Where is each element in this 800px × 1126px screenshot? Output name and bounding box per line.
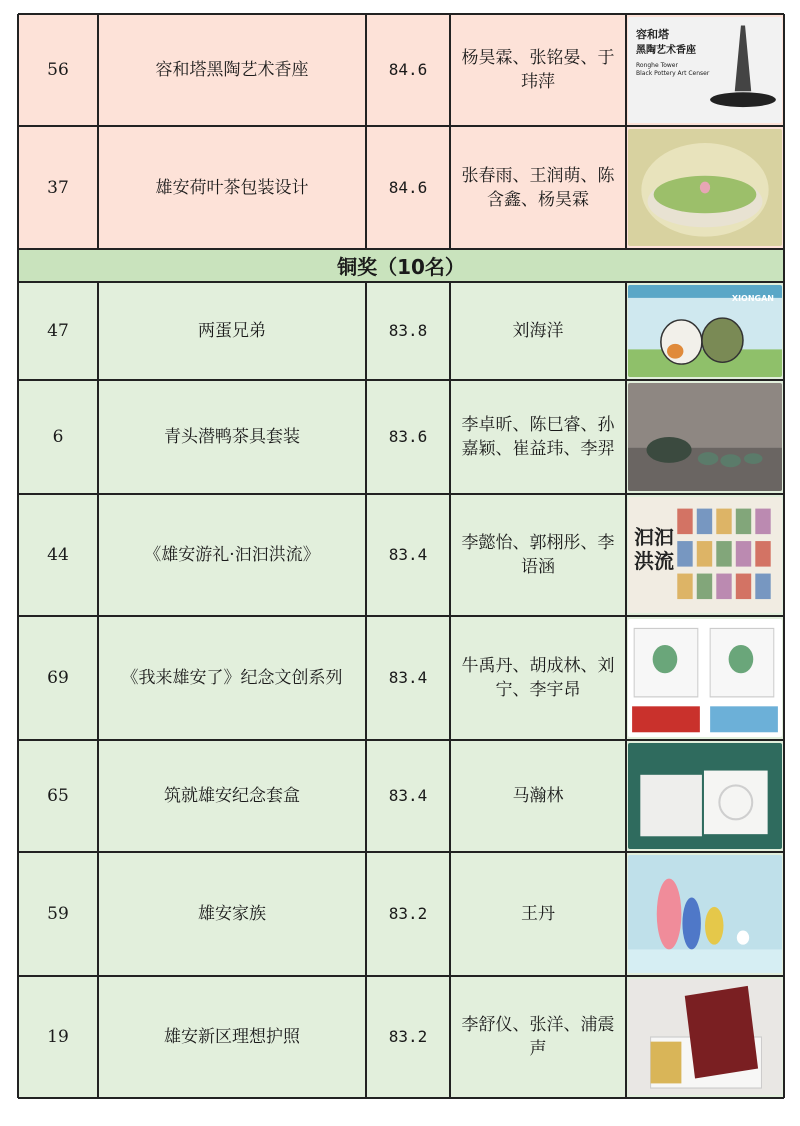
entry-authors: 王丹 xyxy=(521,904,555,924)
table-row xyxy=(18,616,784,740)
grid-line xyxy=(365,282,367,1098)
grid-line xyxy=(625,282,627,1098)
grid-line xyxy=(17,249,19,282)
thumb-label: Ronghe Tower xyxy=(636,62,678,69)
table-row xyxy=(18,852,784,976)
grid-line xyxy=(18,615,784,617)
entry-score: 83.2 xyxy=(388,904,428,923)
entry-image-cell xyxy=(626,380,784,494)
entry-image-cell xyxy=(626,282,784,380)
entry-name: 《我来雄安了》纪念文创系列 xyxy=(121,668,343,688)
grid-line xyxy=(783,249,785,282)
postcard-series-image xyxy=(628,619,782,737)
table-row xyxy=(18,14,784,126)
entry-name: 两蛋兄弟 xyxy=(198,321,266,341)
grid-line xyxy=(625,14,627,249)
grid-line xyxy=(18,739,784,741)
grid-line xyxy=(18,1097,784,1099)
passport-box-image xyxy=(628,979,782,1095)
entry-name: 《雄安游礼·汩汩洪流》 xyxy=(144,545,320,565)
entry-id: 65 xyxy=(47,786,69,806)
section-header-bronze: 铜奖（10名） xyxy=(18,249,784,282)
thumb-label: Black Pottery Art Censer xyxy=(636,70,710,77)
entry-score: 83.4 xyxy=(388,786,428,805)
grid-line xyxy=(449,14,451,249)
entry-id: 69 xyxy=(47,668,69,688)
entry-score: 84.6 xyxy=(388,177,428,197)
grid-line xyxy=(18,379,784,381)
incense-holder-image xyxy=(628,17,782,123)
entry-name: 雄安家族 xyxy=(198,904,266,924)
entry-image-cell xyxy=(626,494,784,616)
entry-name: 青头潜鸭茶具套装 xyxy=(164,427,300,447)
entry-id: 47 xyxy=(47,321,69,341)
grid-line xyxy=(18,248,784,250)
thumb-label: 黑陶艺术香座 xyxy=(636,45,696,56)
entry-name: 筑就雄安纪念套盒 xyxy=(164,786,300,806)
cartoon-eggs-image xyxy=(628,285,782,377)
awards-table xyxy=(18,14,784,1098)
entry-authors: 李卓昕、陈巳睿、孙嘉颖、崔益玮、李羿 xyxy=(461,415,615,459)
grid-line xyxy=(18,125,784,127)
entry-authors: 刘海洋 xyxy=(512,321,564,341)
thumb-label: XIONGAN xyxy=(731,294,774,303)
thumb-label: 汩汩 洪流 xyxy=(634,525,674,573)
entry-score: 83.8 xyxy=(388,321,428,340)
grid-line xyxy=(18,851,784,853)
entry-authors: 杨昊霖、张铭晏、于玮萍 xyxy=(461,48,615,92)
entry-authors: 李舒仪、张洋、浦震声 xyxy=(461,1015,615,1059)
gift-box-image xyxy=(628,743,782,849)
grid-line xyxy=(18,493,784,495)
entry-name: 雄安新区理想护照 xyxy=(164,1027,300,1047)
stamp-sheet-image xyxy=(628,497,782,613)
table-row xyxy=(18,282,784,380)
entry-id: 37 xyxy=(47,177,69,198)
entry-authors: 牛禹丹、胡成林、刘宁、李宇昂 xyxy=(461,656,615,700)
entry-name: 雄安荷叶茶包装设计 xyxy=(155,177,309,198)
entry-score: 84.6 xyxy=(388,60,428,79)
entry-score: 83.6 xyxy=(388,427,428,446)
thumb-label: 容和塔 xyxy=(636,28,669,41)
entry-score: 83.2 xyxy=(388,1027,428,1046)
lotus-tea-box-image xyxy=(628,129,782,246)
grid-line xyxy=(97,14,99,249)
entry-id: 19 xyxy=(47,1027,69,1047)
grid-line xyxy=(17,14,19,249)
grid-line xyxy=(783,14,785,249)
table-row xyxy=(18,740,784,852)
entry-name: 容和塔黑陶艺术香座 xyxy=(155,60,309,80)
entry-score: 83.4 xyxy=(388,668,428,687)
entry-image-cell xyxy=(626,976,784,1098)
grid-line xyxy=(97,282,99,1098)
grid-line xyxy=(18,975,784,977)
table-row xyxy=(18,494,784,616)
entry-id: 59 xyxy=(47,904,69,924)
entry-score: 83.4 xyxy=(388,545,428,564)
tea-set-image xyxy=(628,383,782,491)
grid-line xyxy=(17,282,19,1098)
grid-line xyxy=(18,13,784,15)
grid-line xyxy=(18,281,784,283)
entry-id: 6 xyxy=(52,427,64,447)
entry-image-cell xyxy=(626,126,784,249)
entry-authors: 张春雨、王润萌、陈含鑫、杨昊霖 xyxy=(461,165,615,210)
figures-family-image xyxy=(628,855,782,973)
table-row xyxy=(18,976,784,1098)
grid-line xyxy=(783,282,785,1098)
grid-line xyxy=(365,14,367,249)
entry-authors: 李懿怡、郭栩彤、李语涵 xyxy=(461,533,615,577)
entry-authors: 马瀚林 xyxy=(512,786,564,806)
entry-id: 44 xyxy=(47,545,69,565)
table-row xyxy=(18,380,784,494)
entry-id: 56 xyxy=(47,60,69,80)
table-row xyxy=(18,126,784,249)
entry-image-cell xyxy=(626,740,784,852)
entry-image-cell xyxy=(626,852,784,976)
entry-image-cell xyxy=(626,14,784,126)
grid-line xyxy=(449,282,451,1098)
entry-image-cell xyxy=(626,616,784,740)
